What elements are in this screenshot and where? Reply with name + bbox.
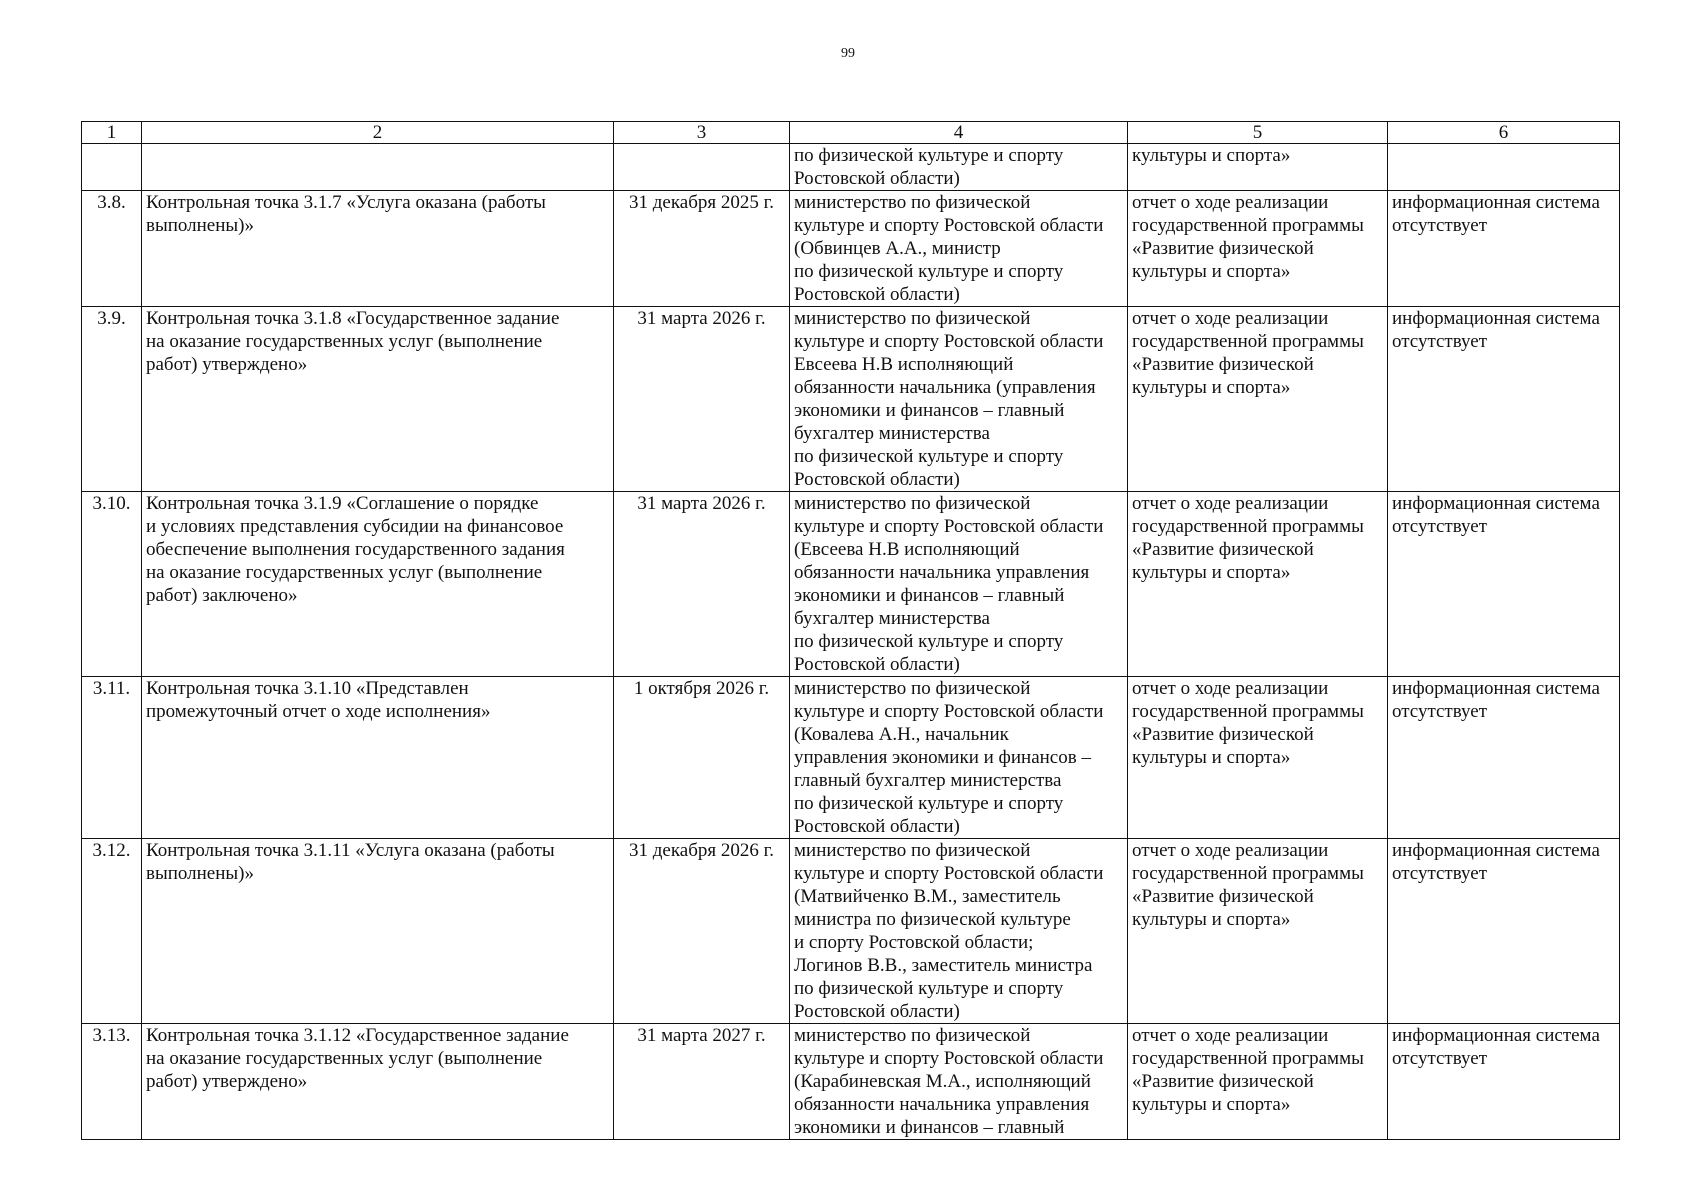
row-document: отчет о ходе реализации государственной программы «Развитие физической культуры и спорта»: [1128, 191, 1388, 307]
row-date: 31 марта 2027 г.: [614, 1024, 790, 1140]
row-date: 31 декабря 2026 г.: [614, 839, 790, 1024]
row-document: отчет о ходе реализации государственной программы «Развитие физической культуры и спорта»: [1128, 839, 1388, 1024]
row-name: [142, 144, 614, 191]
row-name: Контрольная точка 3.1.12 «Государственное задание на оказание государственных услуг (выполнение работ) утверждено»: [142, 1024, 614, 1140]
row-responsible: министерство по физической культуре и спорту Ростовской области (Ковалева А.Н., начальник управления экономики и финансов – главный бухгалтер министерства по физической культуре и спорту Ростовской области): [790, 677, 1128, 839]
row-document: отчет о ходе реализации государственной программы «Развитие физической культуры и спорта»: [1128, 1024, 1388, 1140]
row-document: отчет о ходе реализации государственной программы «Развитие физической культуры и спорта»: [1128, 492, 1388, 677]
row-responsible: министерство по физической культуре и спорту Ростовской области (Матвийченко В.М., заместитель министра по физической культуре и спорту Ростовской области; Логинов В.В., заместитель министра по физической культуре и спорту Ростовской области): [790, 839, 1128, 1024]
row-system: информационная система отсутствует: [1388, 1024, 1620, 1140]
table-row: [82, 307, 1620, 492]
row-document: отчет о ходе реализации государственной программы «Развитие физической культуры и спорта»: [1128, 677, 1388, 839]
row-system: информационная система отсутствует: [1388, 677, 1620, 839]
row-date: 1 октября 2026 г.: [614, 677, 790, 839]
row-name: Контрольная точка 3.1.10 «Представлен промежуточный отчет о ходе исполнения»: [142, 677, 614, 839]
column-header: 4: [790, 122, 1128, 144]
row-system: [1388, 144, 1620, 191]
table-row: [82, 1024, 1620, 1140]
row-number: 3.9.: [82, 307, 142, 492]
table-row: [82, 492, 1620, 677]
row-document: культуры и спорта»: [1128, 144, 1388, 191]
row-responsible: министерство по физической культуре и спорту Ростовской области Евсеева Н.В исполняющий обязанности начальника (управления экономики и финансов – главный бухгалтер министерства по физической культуре и спорту Ростовской области): [790, 307, 1128, 492]
row-system: информационная система отсутствует: [1388, 307, 1620, 492]
row-date: 31 марта 2026 г.: [614, 307, 790, 492]
page-number: 99: [841, 46, 855, 61]
row-name: Контрольная точка 3.1.11 «Услуга оказана (работы выполнены)»: [142, 839, 614, 1024]
row-date: 31 марта 2026 г.: [614, 492, 790, 677]
column-header: 2: [142, 122, 614, 144]
row-system: информационная система отсутствует: [1388, 839, 1620, 1024]
row-responsible: министерство по физической культуре и спорту Ростовской области (Евсеева Н.В исполняющий обязанности начальника управления экономики и финансов – главный бухгалтер министерства по физической культуре и спорту Ростовской области): [790, 492, 1128, 677]
row-system: информационная система отсутствует: [1388, 492, 1620, 677]
row-document: отчет о ходе реализации государственной программы «Развитие физической культуры и спорта»: [1128, 307, 1388, 492]
row-name: Контрольная точка 3.1.8 «Государственное задание на оказание государственных услуг (выполнение работ) утверждено»: [142, 307, 614, 492]
row-number: 3.11.: [82, 677, 142, 839]
column-header: 6: [1388, 122, 1620, 144]
row-number: 3.10.: [82, 492, 142, 677]
row-number: 3.8.: [82, 191, 142, 307]
table-header-row: [82, 122, 1620, 144]
row-number: [82, 144, 142, 191]
row-number: 3.12.: [82, 839, 142, 1024]
row-number: 3.13.: [82, 1024, 142, 1140]
row-date: [614, 144, 790, 191]
row-name: Контрольная точка 3.1.7 «Услуга оказана (работы выполнены)»: [142, 191, 614, 307]
row-system: информационная система отсутствует: [1388, 191, 1620, 307]
table-row: [82, 839, 1620, 1024]
control-points-table: [81, 121, 1620, 1140]
row-responsible: по физической культуре и спорту Ростовской области): [790, 144, 1128, 191]
column-header: 5: [1128, 122, 1388, 144]
column-header: 3: [614, 122, 790, 144]
row-responsible: министерство по физической культуре и спорту Ростовской области (Обвинцев А.А., министр по физической культуре и спорту Ростовской области): [790, 191, 1128, 307]
table-row: [82, 191, 1620, 307]
table-row: [82, 144, 1620, 191]
row-date: 31 декабря 2025 г.: [614, 191, 790, 307]
table-row: [82, 677, 1620, 839]
row-name: Контрольная точка 3.1.9 «Соглашение о порядке и условиях представления субсидии на финансовое обеспечение выполнения государственного задания на оказание государственных услуг (выполнение работ) заключено»: [142, 492, 614, 677]
row-responsible: министерство по физической культуре и спорту Ростовской области (Карабиневская М.А., исполняющий обязанности начальника управления экономики и финансов – главный: [790, 1024, 1128, 1140]
column-header: 1: [82, 122, 142, 144]
